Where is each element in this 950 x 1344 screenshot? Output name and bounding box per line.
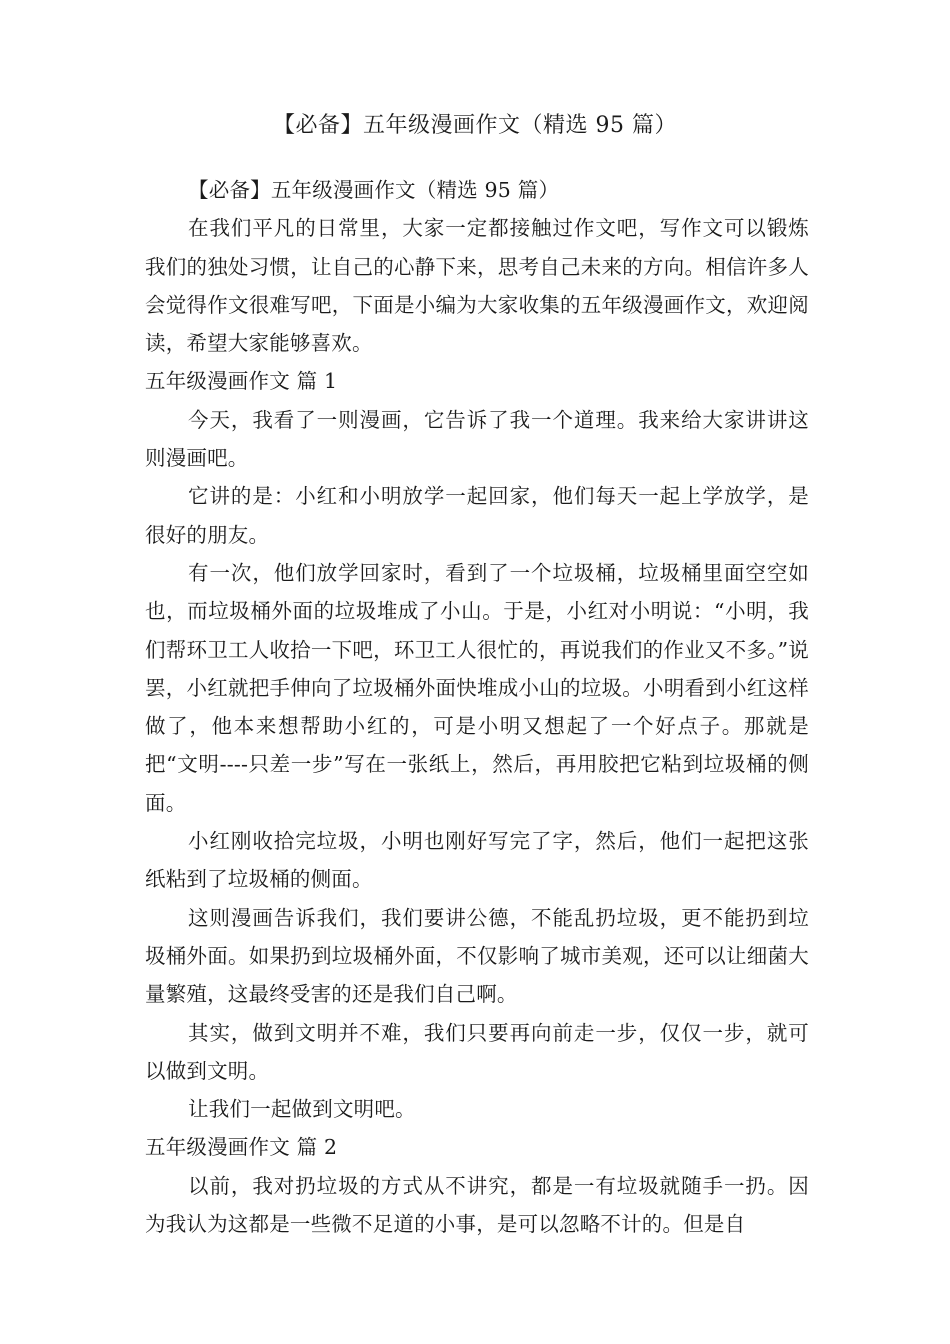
paragraph: 其实，做到文明并不难，我们只要再向前走一步，仅仅一步，就可以做到文明。: [145, 1020, 809, 1083]
paragraph: 今天，我看了一则漫画，它告诉了我一个道理。我来给大家讲讲这则漫画吧。: [145, 407, 809, 471]
paragraph: 小红刚收拾完垃圾，小明也刚好写完了字，然后，他们一起把这张纸粘到了垃圾桶的侧面。: [145, 829, 809, 892]
paragraph: 它讲的是：小红和小明放学一起回家，他们每天一起上学放学，是很好的朋友。: [145, 484, 809, 547]
section-heading-1: 五年级漫画作文 篇 1: [145, 369, 338, 394]
section-heading-2: 五年级漫画作文 篇 2: [145, 1135, 338, 1160]
paragraph: 让我们一起做到文明吧。: [188, 1097, 416, 1122]
paragraph: 以前，我对扔垃圾的方式从不讲究，都是一有垃圾就随手一扔。因为我认为这都是一些微不足道的小事，是可以忽略不计的。但是自: [145, 1173, 809, 1237]
document-body: [145, 171, 809, 1243]
paragraph: 这则漫画告诉我们，我们要讲公德，不能乱扔垃圾，更不能扔到垃圾桶外面。如果扔到垃圾桶外面，不仅影响了城市美观，还可以让细菌大量繁殖，这最终受害的还是我们自己啊。: [145, 905, 809, 1007]
document-subtitle: 【必备】五年级漫画作文（精选 95 篇）: [188, 178, 560, 202]
document-title: 【必备】五年级漫画作文（精选 95 篇）: [273, 113, 677, 138]
intro-paragraph: 在我们平凡的日常里，大家一定都接触过作文吧，写作文可以锻炼我们的独处习惯，让自己的心静下来，思考自己未来的方向。相信许多人会觉得作文很难写吧，下面是小编为大家收集的五年级漫画作文，欢迎阅读，希望大家能够喜欢。: [145, 216, 809, 356]
paragraph: 有一次，他们放学回家时，看到了一个垃圾桶，垃圾桶里面空空如也，而垃圾桶外面的垃圾堆成了小山。于是，小红对小明说：“小明，我们帮环卫工人收拾一下吧，环卫工人很忙的，再说我们的作业又不多。”说罢，小红就把手伸向了垃圾桶外面快堆成小山的垃圾。小明看到小红这样做了，他本来想帮助小红的，可是小明又想起了一个好点子。那就是把“文明----只差一步”写在一张纸上，然后，再用胶把它粘到垃圾桶的侧面。: [145, 560, 809, 815]
